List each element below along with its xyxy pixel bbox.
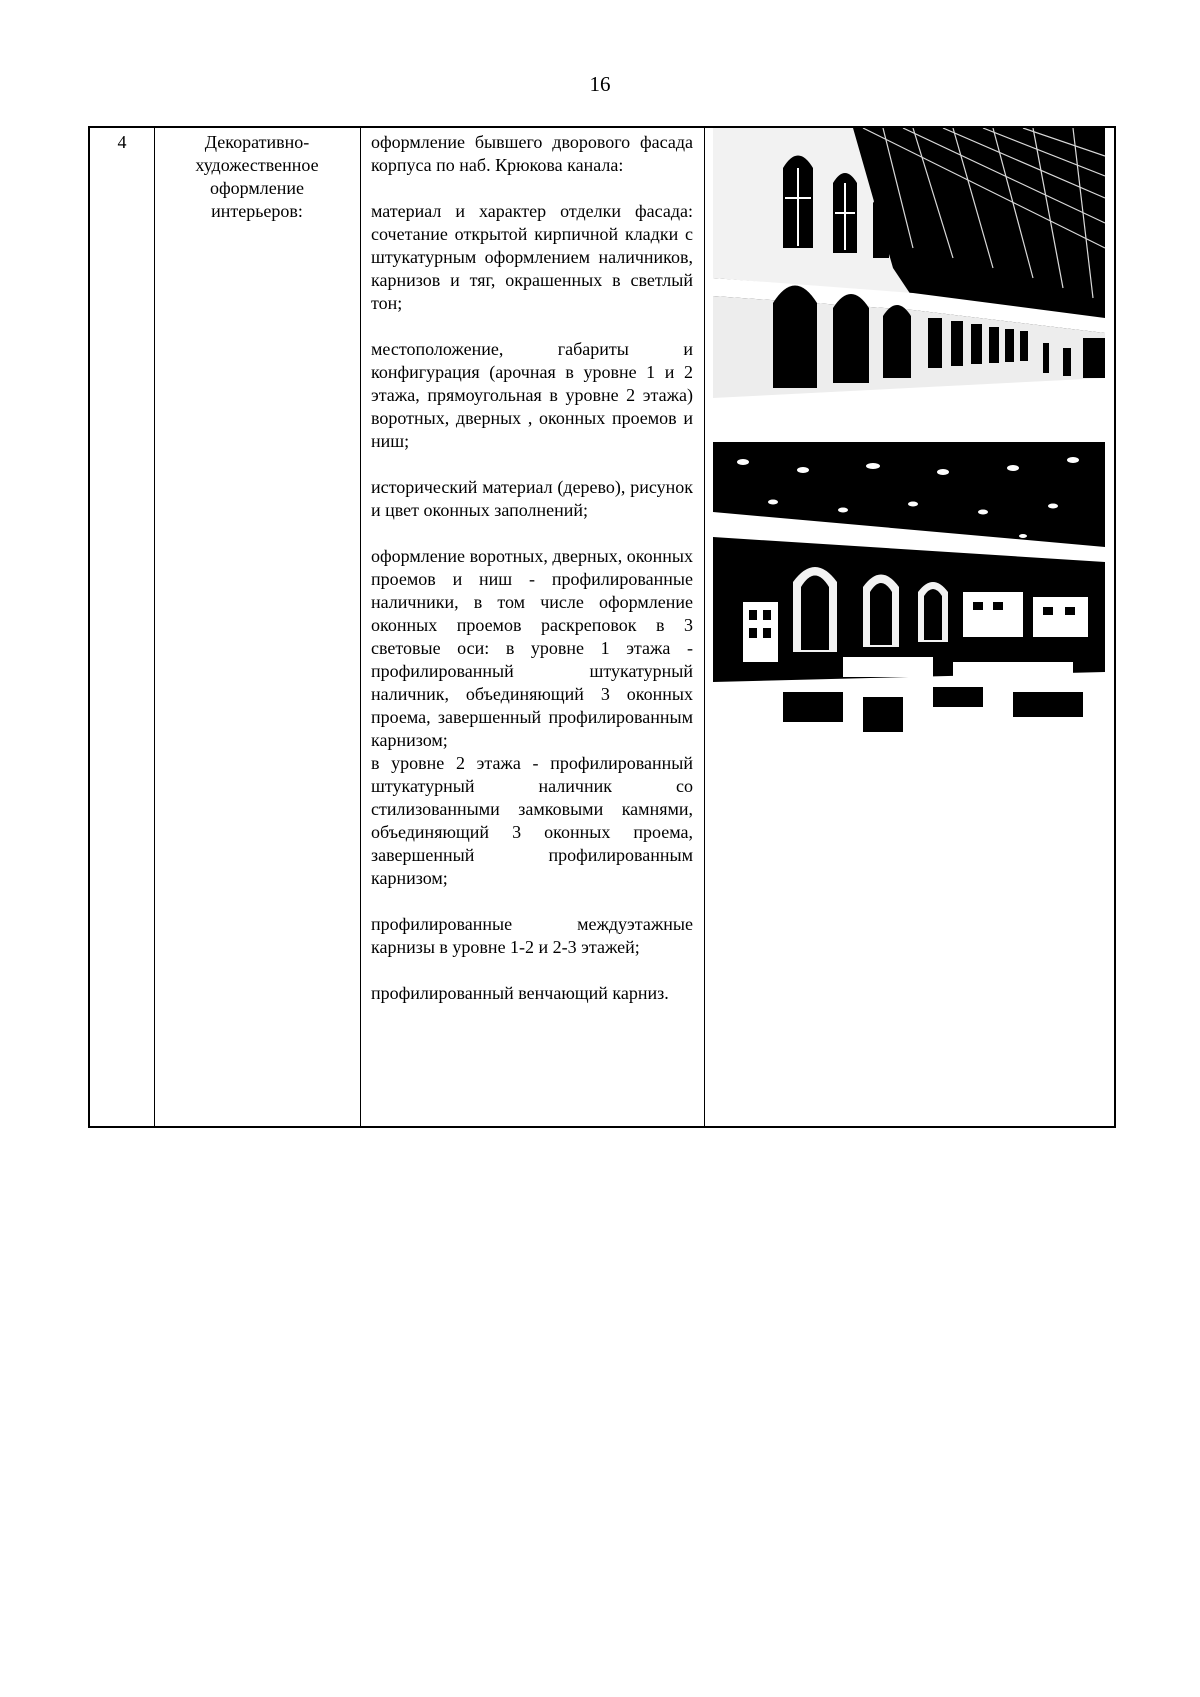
description-paragraph: оформление воротных, дверных, оконных проемов и ниш - профилированные наличники, в том числе оформление оконных проемов раскреповок в 3 световые оси: в уровне 1 этажа - профилированный штукатурный наличник, объединяющий 3 оконных проема, завершенный профилированным карнизом; [371, 546, 693, 750]
heritage-table [88, 126, 1116, 1128]
description-paragraph: в уровне 2 этажа - профилированный штукатурный наличник со стилизованными замковыми камнями, объединяющий 3 оконных проема, завершенный профилированным карнизом; [371, 753, 693, 888]
interior-photo-image [713, 442, 1105, 734]
description-paragraph: местоположение, габариты и конфигурация (арочная в уровне 1 и 2 этажа, прямоугольная в уровне 2 этажа) воротных, дверных , оконных проемов и ниш; [371, 339, 693, 451]
description-paragraph: профилированные междуэтажные карнизы в уровне 1-2 и 2-3 этажей; [371, 914, 693, 957]
description-paragraph: материал и характер отделки фасада: сочетание открытой кирпичной кладки с штукатурным оформлением наличников, карнизов и тяг, окрашенных в светлый тон; [371, 201, 693, 313]
subject-name-line: Декоративно- [204, 132, 310, 152]
subject-name-line: художественное [195, 155, 319, 175]
interior-photo [713, 442, 1105, 734]
description [371, 131, 693, 1028]
subject-name-line: оформление [209, 178, 304, 198]
subject-name [156, 131, 358, 223]
description-paragraph: профилированный венчающий карниз. [371, 983, 669, 1003]
subject-name-line: интерьеров: [211, 201, 303, 221]
row-number: 4 [117, 132, 127, 152]
column-divider [154, 128, 155, 1126]
page-number: 16 [589, 72, 611, 96]
facade-photo-image [713, 128, 1105, 422]
facade-photo [713, 128, 1105, 422]
column-divider [704, 128, 705, 1126]
description-paragraph: оформление бывшего дворового фасада корпуса по наб. Крюкова канала: [371, 132, 693, 175]
description-paragraph: исторический материал (дерево), рисунок и цвет оконных заполнений; [371, 477, 693, 520]
column-divider [360, 128, 361, 1126]
